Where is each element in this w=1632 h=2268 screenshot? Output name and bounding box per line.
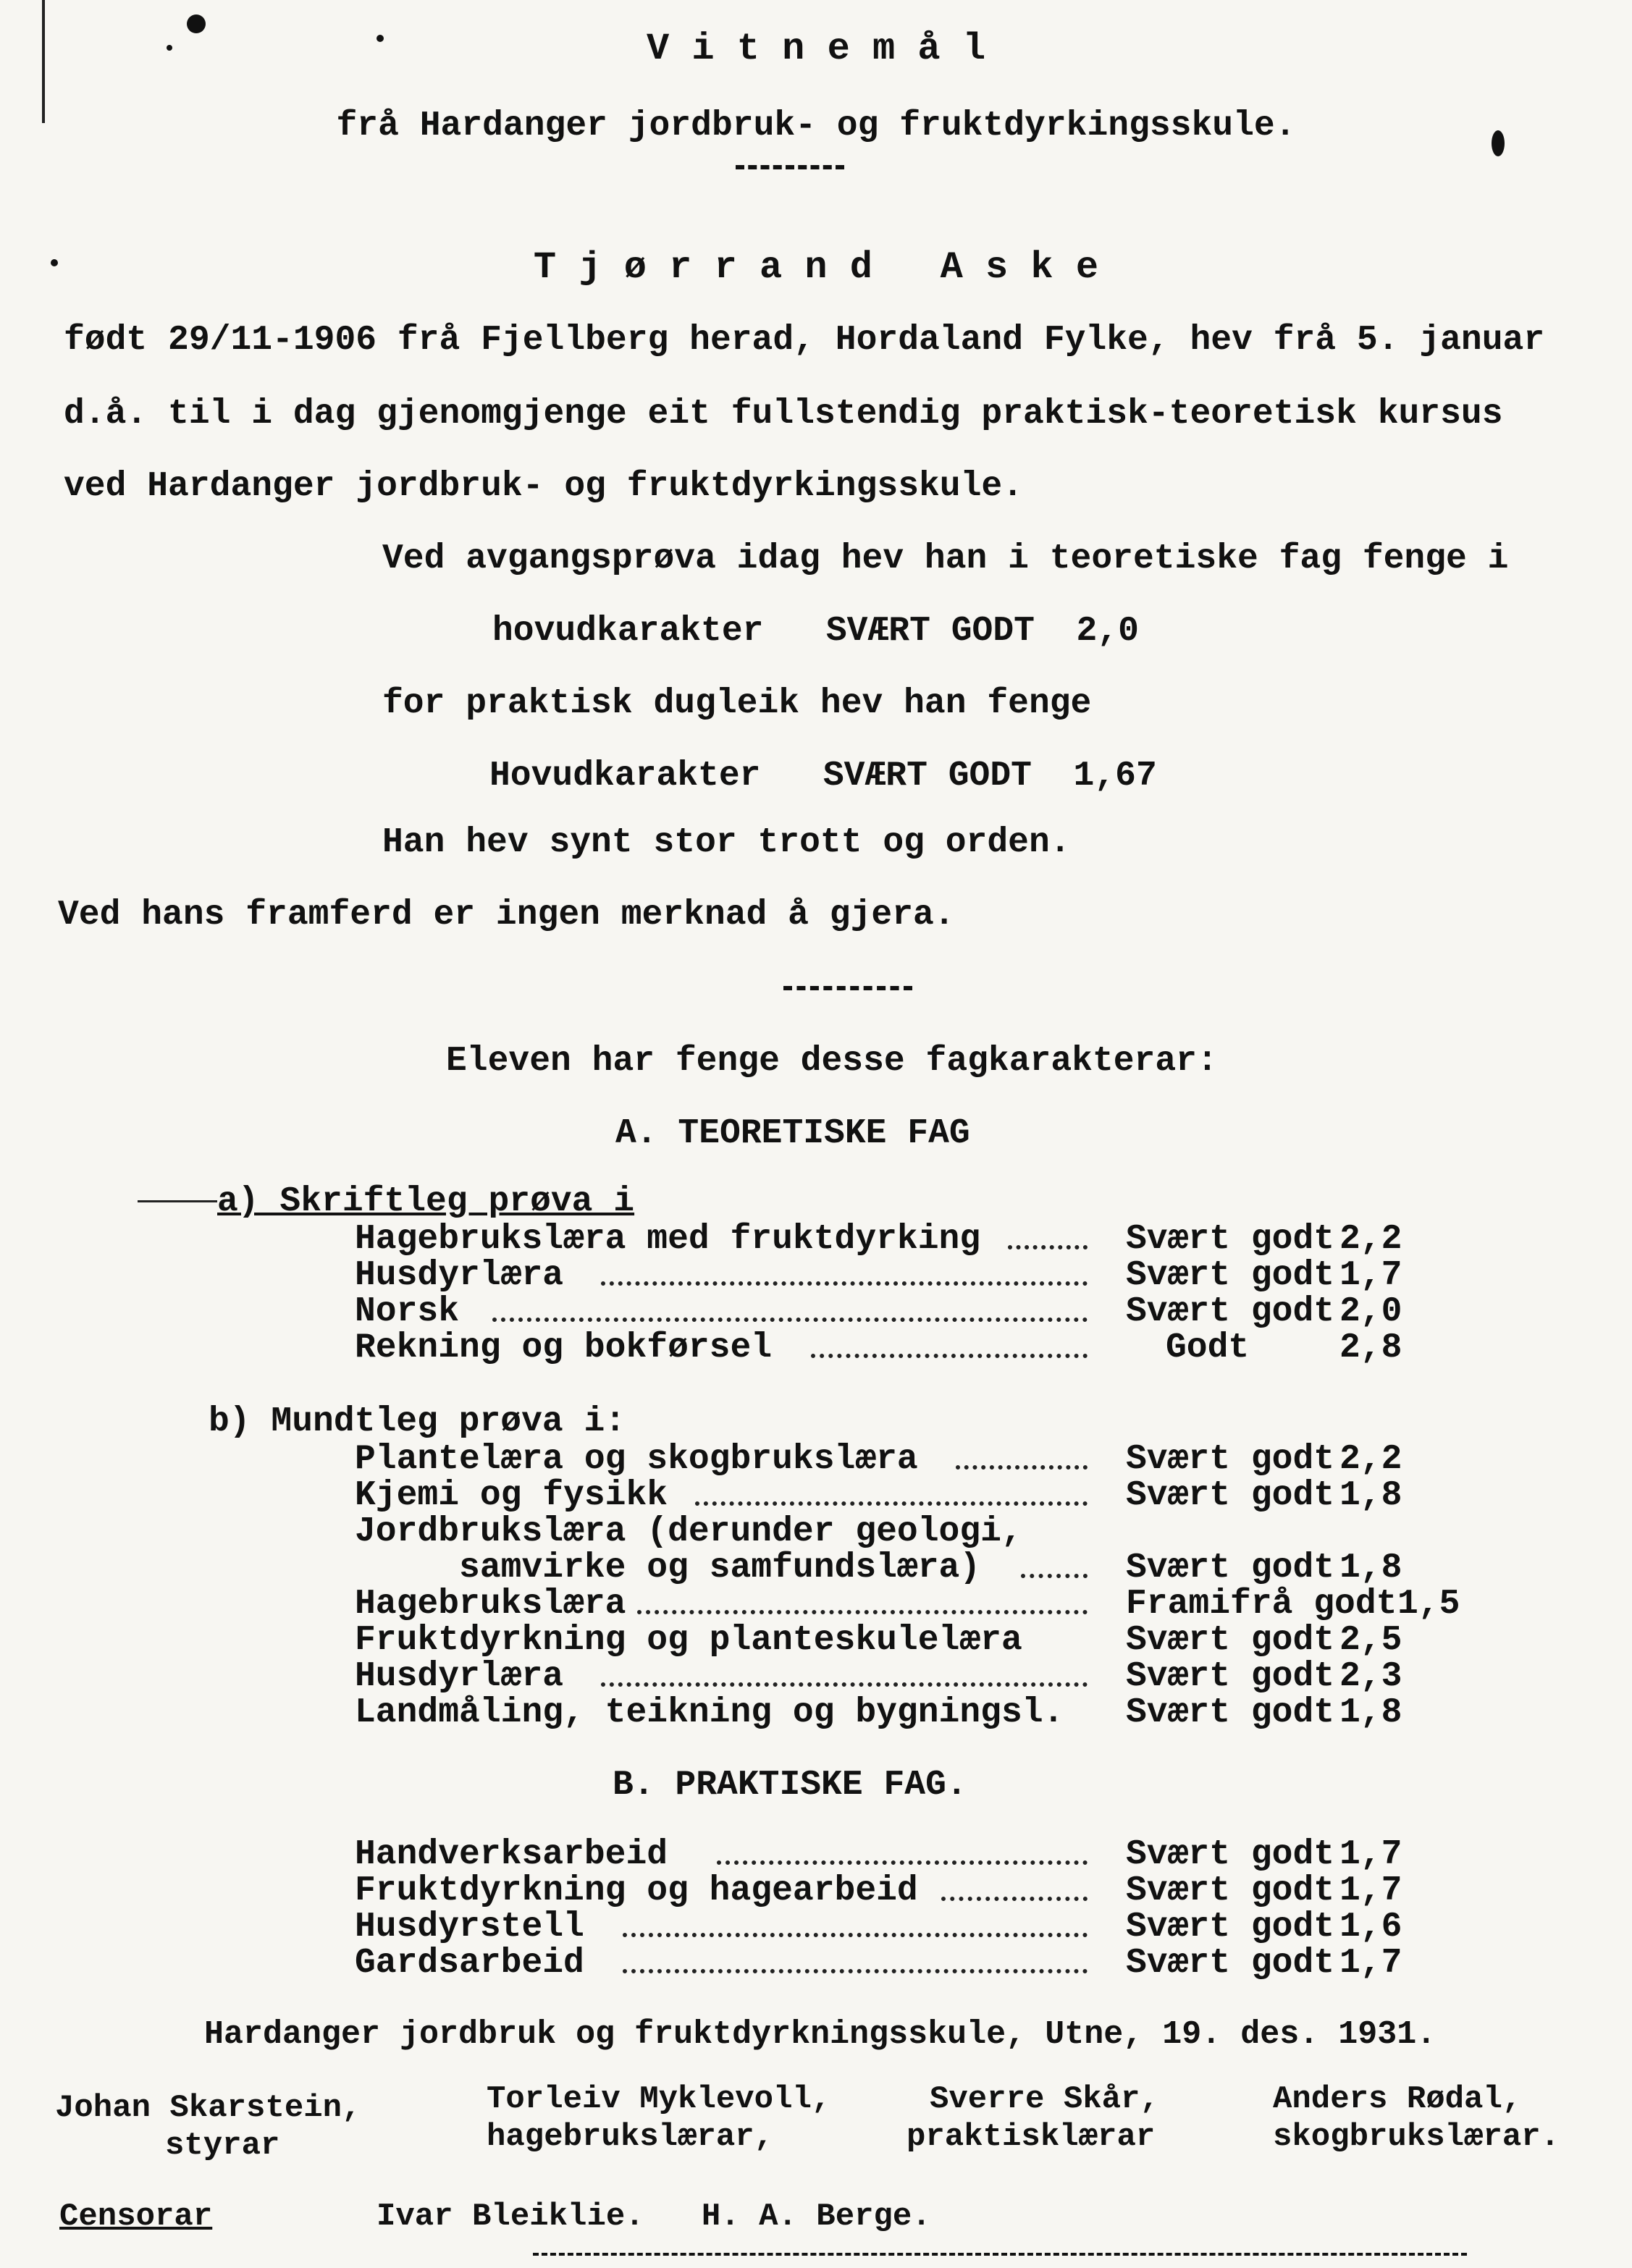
subject-score: 2,0 — [1339, 1292, 1402, 1331]
intro-line: ved Hardanger jordbruk- og fruktdyrkingsskule. — [64, 467, 1024, 506]
subject-name: Husdyrlæra — [355, 1256, 564, 1295]
subject-name: Jordbrukslæra (derunder geologi, — [355, 1512, 1022, 1551]
leader-dots — [623, 1969, 1088, 1973]
leader-dots — [601, 1281, 1088, 1286]
strike-line — [138, 1200, 217, 1202]
practical-intro: for praktisk dugleik hev han fenge — [382, 684, 1092, 723]
subject-name: Hagebrukslæra med fruktdyrking — [355, 1220, 981, 1259]
leader-dots — [811, 1354, 1088, 1358]
theory-main-grade: hovudkarakter SVÆRT GODT 2,0 — [492, 612, 1139, 651]
signature-role: styrar — [165, 2128, 280, 2164]
leader-dots — [695, 1501, 1088, 1506]
subject-grade: Svært godt — [1126, 1871, 1335, 1910]
subject-grade: Svært godt — [1126, 1621, 1335, 1660]
signature-name: Sverre Skår, — [930, 2081, 1159, 2117]
signature-name: Torleiv Myklevoll, — [487, 2081, 831, 2117]
conduct-remark: Ved hans framferd er ingen merknad å gjera. — [58, 895, 955, 935]
theory-intro: Ved avgangsprøva idag hev han i teoretiske fag fenge i — [382, 539, 1509, 578]
subject-grade: Godt — [1166, 1328, 1250, 1367]
divider — [736, 165, 844, 169]
intro-line: d.å. til i dag gjenomgjenge eit fullstendig praktisk-teoretisk kursus — [64, 395, 1503, 434]
subject-score: 1,7 — [1339, 1944, 1402, 1983]
subject-name: Gardsarbeid — [355, 1944, 584, 1983]
leader-dots — [492, 1318, 1088, 1322]
diligence-remark: Han hev synt stor trott og orden. — [382, 823, 1071, 862]
censors-names: Ivar Bleiklie. H. A. Berge. — [377, 2199, 931, 2235]
subject-grade: Svært godt — [1126, 1220, 1335, 1259]
subject-score: 2,5 — [1339, 1621, 1402, 1660]
subject-name: Norsk — [355, 1292, 460, 1331]
subject-grade: Svært godt — [1126, 1476, 1335, 1515]
signature-role: praktisklærar — [907, 2119, 1156, 2155]
subject-score: 1,8 — [1339, 1548, 1402, 1588]
bottom-divider — [533, 2253, 1467, 2256]
subject-name: Plantelæra og skogbrukslæra — [355, 1440, 918, 1479]
subject-score: 2,8 — [1339, 1328, 1402, 1367]
censors-label: Censorar — [59, 2199, 213, 2235]
subject-score: 2,3 — [1339, 1657, 1402, 1696]
subject-score: 1,7 — [1339, 1835, 1402, 1874]
subject-grade: Svært godt — [1126, 1944, 1335, 1983]
subject-grade: Svært godt — [1126, 1657, 1335, 1696]
subject-name: Fruktdyrkning og hagearbeid — [355, 1871, 918, 1910]
leader-dots — [601, 1682, 1088, 1687]
subject-score: 2,2 — [1339, 1440, 1402, 1479]
signature-role: hagebrukslærar, — [487, 2119, 774, 2155]
signature-name: Johan Skarstein, — [55, 2090, 361, 2126]
subject-grade: Svært godt — [1126, 1548, 1335, 1588]
leader-dots — [623, 1933, 1088, 1937]
subject-score: 1,7 — [1339, 1256, 1402, 1295]
subject-score: 1,5 — [1397, 1585, 1460, 1624]
subject-grade: Svært godt — [1126, 1693, 1335, 1732]
signature-name: Anders Rødal, — [1273, 2081, 1522, 2117]
subject-grade: Svært godt — [1126, 1907, 1335, 1947]
subject-grade: Svært godt — [1126, 1292, 1335, 1331]
subjects-intro: Eleven har fenge desse fagkarakterar: — [446, 1042, 1218, 1081]
written-exam-label: a) Skriftleg prøva i — [217, 1182, 635, 1221]
subject-name: Handverksarbeid — [355, 1835, 668, 1874]
subject-score: 1,6 — [1339, 1907, 1402, 1947]
subject-name: Fruktdyrkning og planteskulelæra — [355, 1621, 1022, 1660]
practical-main-grade: Hovudkarakter SVÆRT GODT 1,67 — [489, 756, 1157, 796]
subject-grade: Svært godt — [1126, 1440, 1335, 1479]
leader-dots — [1021, 1574, 1088, 1578]
section-a-heading: A. TEORETISKE FAG — [615, 1114, 970, 1153]
leader-dots — [956, 1465, 1088, 1470]
place-date: Hardanger jordbruk og fruktdyrkningsskule, Utne, 19. des. 1931. — [204, 2016, 1437, 2053]
leader-dots — [941, 1897, 1088, 1901]
subject-score: 1,7 — [1339, 1871, 1402, 1910]
subject-name: Kjemi og fysikk — [355, 1476, 668, 1515]
divider — [783, 986, 912, 990]
subject-grade: Framifrå godt — [1126, 1585, 1397, 1624]
subject-score: 2,2 — [1339, 1220, 1402, 1259]
oral-exam-label: b) Mundtleg prøva i: — [209, 1402, 626, 1441]
subject-grade: Svært godt — [1126, 1256, 1335, 1295]
subject-name: Hagebrukslæra — [355, 1585, 626, 1624]
subject-name: Husdyrstell — [355, 1907, 584, 1947]
subject-score: 1,8 — [1339, 1693, 1402, 1732]
section-b-heading: B. PRAKTISKE FAG. — [613, 1766, 967, 1805]
subject-score: 1,8 — [1339, 1476, 1402, 1515]
intro-line: født 29/11-1906 frå Fjellberg herad, Hordaland Fylke, hev frå 5. januar — [64, 321, 1545, 360]
leader-dots — [637, 1610, 1088, 1614]
subject-name: Rekning og bokførsel — [355, 1328, 773, 1367]
subject-grade: Svært godt — [1126, 1835, 1335, 1874]
document-title: V i t n e m å l — [646, 28, 986, 70]
subject-name: Landmåling, teikning og bygningsl. — [355, 1693, 1064, 1732]
document-subtitle: frå Hardanger jordbruk- og fruktdyrkingsskule. — [336, 106, 1296, 146]
signature-role: skogbrukslærar. — [1273, 2119, 1560, 2155]
student-name: T j ø r r a n d A s k e — [533, 246, 1099, 289]
leader-dots — [717, 1860, 1088, 1865]
leader-dots — [1008, 1245, 1088, 1249]
subject-name: Husdyrlæra — [355, 1657, 564, 1696]
subject-name: samvirke og samfundslæra) — [355, 1548, 981, 1588]
